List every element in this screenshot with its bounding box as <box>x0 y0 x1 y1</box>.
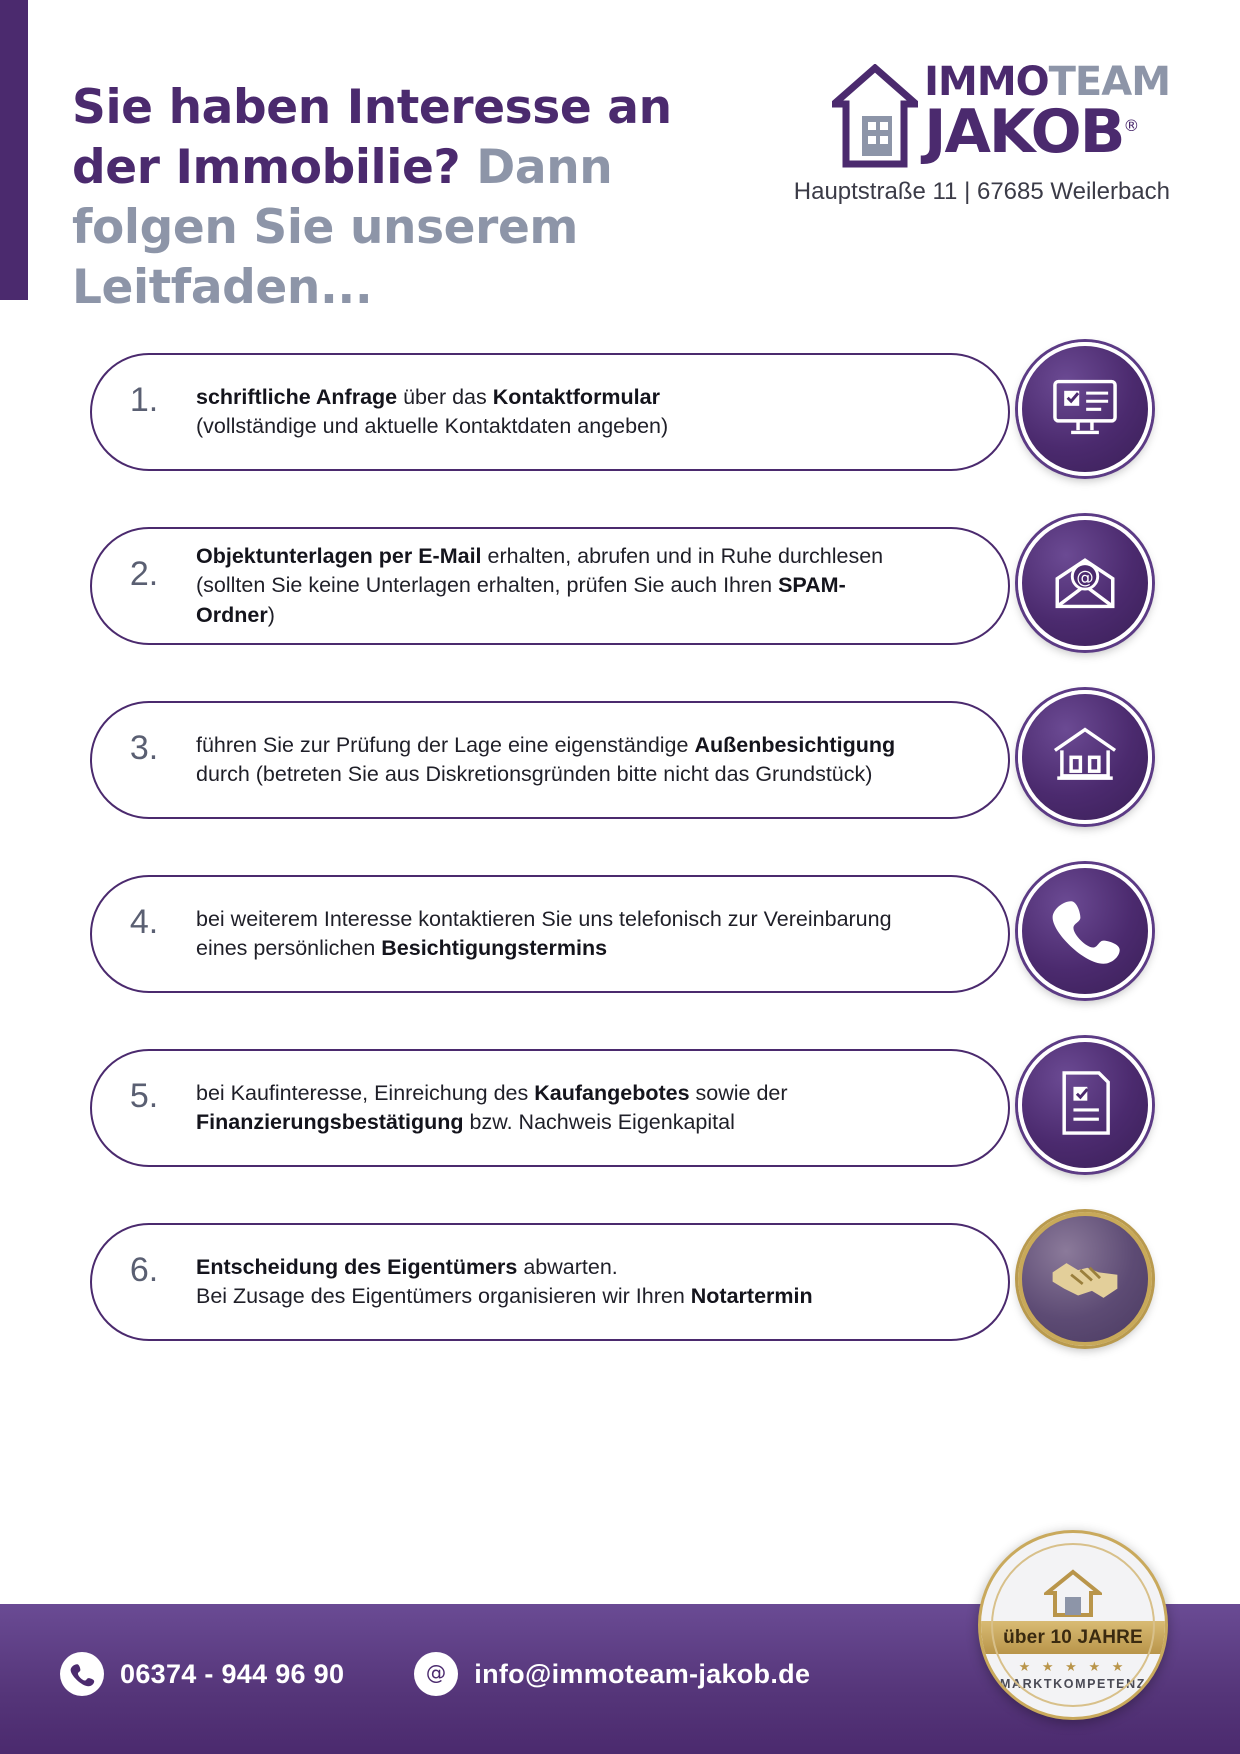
logo-text-team: TEAM <box>1048 59 1170 105</box>
step-item <box>0 1041 1240 1193</box>
step-plain-1: sowie der <box>689 1080 788 1105</box>
step-bold-1: schriftliche Anfrage <box>196 384 398 409</box>
step-number: 2. <box>129 555 159 593</box>
footer-phone[interactable] <box>60 1652 344 1696</box>
step-badge <box>1018 1212 1152 1346</box>
logo-text-bottom <box>924 97 1138 167</box>
house-logo-icon <box>832 64 918 168</box>
step-badge <box>1018 690 1152 824</box>
document-check-icon <box>1048 1066 1122 1145</box>
step-bold-1: Objektunterlagen per E-Mail <box>196 544 482 569</box>
header-accent-bar <box>0 0 28 300</box>
anniversary-seal <box>978 1530 1168 1720</box>
step-text <box>196 701 896 819</box>
step-bold-2: Notartermin <box>690 1284 813 1308</box>
logo-text-jakob: JAKOB <box>924 97 1124 167</box>
phone-icon <box>60 1652 104 1696</box>
step-number: 1. <box>129 381 159 419</box>
phone-number: 06374 - 944 96 90 <box>120 1658 345 1689</box>
footer-email[interactable] <box>414 1652 810 1696</box>
step-number: 6. <box>129 1251 159 1289</box>
steps-list <box>0 345 1240 1389</box>
step-plain-2: bzw. Nachweis Eigenkapital <box>463 1110 735 1134</box>
step-badge <box>1018 1038 1152 1172</box>
step-line-2: (vollständige und aktuelle Kontaktdaten angeben) <box>196 414 669 438</box>
step-plain-2: ) <box>267 602 275 627</box>
step-number: 3. <box>129 729 159 767</box>
step-bold-2: Finanzierungsbestätigung <box>196 1110 464 1134</box>
step-bold-2: Kontaktformular <box>492 384 660 409</box>
step-plain-1: durch (betreten Sie aus Diskretionsgründen bitte nicht das Grundstück) <box>196 762 873 786</box>
house-icon <box>1048 718 1122 797</box>
step-badge <box>1018 864 1152 998</box>
headline-secondary: Dann folgen Sie unserem Leitfaden... <box>72 140 613 316</box>
step-bold-2: SPAM-Ordner <box>196 573 846 627</box>
svg-text:@: @ <box>1076 567 1094 588</box>
step-bold-1: Außenbesichtigung <box>694 732 896 757</box>
logo-text-immo: IMMO <box>924 59 1049 105</box>
step-plain-0: bei weiterem Interesse kontaktieren Sie uns telefonisch zur Vereinbarung eines persönlichen <box>196 906 892 960</box>
step-bold-1: Besichtigungstermins <box>381 936 608 960</box>
step-text <box>196 1223 896 1341</box>
monitor-form-icon <box>1048 370 1122 449</box>
step-plain-1: erhalten, abrufen und in Ruhe durchlesen (sollten Sie keine Unterlagen erhalten, prüfen Sie auch Ihren <box>196 544 884 598</box>
step-plain-0: bei Kaufinteresse, Einreichung des <box>196 1080 535 1105</box>
step-bold-1: Entscheidung des Eigentümers <box>196 1254 518 1279</box>
headline-primary: Sie haben Interesse an der Immobilie? <box>72 80 672 196</box>
email-envelope-icon <box>1048 544 1122 623</box>
company-address: Hauptstraße 11 | 67685 Weilerbach <box>793 178 1170 205</box>
email-address: info@immoteam-jakob.de <box>474 1658 811 1689</box>
step-badge <box>1018 516 1152 650</box>
seal-stars: ★ ★ ★ ★ ★ <box>1018 1659 1128 1674</box>
svg-text:@: @ <box>426 1661 447 1685</box>
step-text <box>196 875 896 993</box>
step-item <box>0 519 1240 671</box>
step-badge <box>1018 342 1152 476</box>
step-text <box>196 527 896 645</box>
at-icon <box>414 1652 458 1696</box>
step-plain-1: abwarten. <box>517 1254 618 1279</box>
step-plain-0: führen Sie zur Prüfung der Lage eine eigenständige <box>196 732 695 757</box>
step-number: 4. <box>129 903 159 941</box>
step-item <box>0 867 1240 1019</box>
step-bold-1: Kaufangebotes <box>534 1080 690 1105</box>
logo-text-top <box>924 59 1170 105</box>
phone-icon <box>1048 892 1122 971</box>
step-plain-2: Bei Zusage des Eigentümers organisieren wir Ihren <box>196 1284 691 1308</box>
seal-subtitle: MARKTKOMPETENZ <box>999 1677 1146 1691</box>
step-text <box>196 353 896 471</box>
step-number: 5. <box>129 1077 159 1115</box>
company-logo <box>770 59 1170 206</box>
page-title <box>72 78 732 319</box>
step-text <box>196 1049 896 1167</box>
step-item <box>0 345 1240 497</box>
header <box>0 0 1240 316</box>
seal-ring <box>991 1543 1155 1707</box>
step-item <box>0 693 1240 845</box>
step-item <box>0 1215 1240 1367</box>
registered-mark: ® <box>1123 116 1138 135</box>
seal-band-text: über 10 JAHRE <box>980 1621 1166 1654</box>
handshake-icon <box>1048 1240 1122 1319</box>
step-plain-1: über das <box>397 384 493 409</box>
